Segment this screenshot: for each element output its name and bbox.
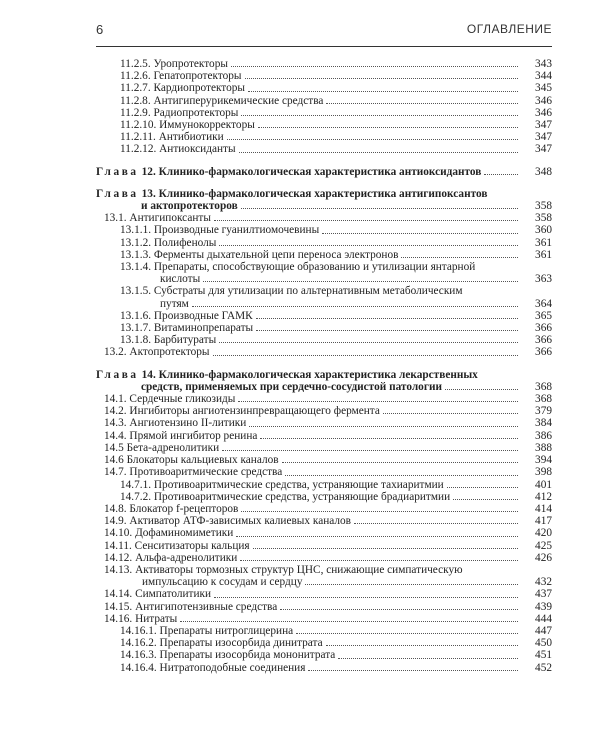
toc-entry-14-9[interactable]: 14.9. Активатор АТФ-зависимых калиевых каналов 417 xyxy=(104,515,552,528)
toc-entry-14-7-1[interactable]: 14.7.1. Противоаритмические средства, устраняющие тахиаритмии 401 xyxy=(120,478,552,491)
toc-entry-14-16-1[interactable]: 14.16.1. Препараты нитроглицерина 447 xyxy=(120,624,552,637)
toc-entry-14-16[interactable]: 14.16. Нитраты 444 xyxy=(104,612,552,625)
toc-entry-14-12[interactable]: 14.12. Альфа-адренолитики 426 xyxy=(104,551,552,564)
chapter-title: 12. Клинико-фармакологическая характеристика антиоксидантов xyxy=(141,165,482,178)
toc-entry-14-15[interactable]: 14.15. Антигипотензивные средства 439 xyxy=(104,600,552,613)
running-title: ОГЛАВЛЕНИЕ xyxy=(466,22,552,36)
chapter-page: 368 xyxy=(535,380,552,393)
toc-entry-13-2[interactable]: 13.2. Актопротекторы 366 xyxy=(104,346,552,359)
toc-entry-11-2-8[interactable]: 11.2.8. Антигиперурикемические средства 346 xyxy=(120,94,552,107)
toc-chapter-14[interactable] xyxy=(96,369,552,393)
toc-entry-14-5[interactable]: 14.5 Бета-адренолитики 388 xyxy=(104,441,552,454)
header-divider xyxy=(96,46,552,47)
toc-entry-14-2[interactable]: 14.2. Ингибиторы ангиотензинпревращающего фермента 379 xyxy=(104,405,552,418)
toc-entry-14-16-3[interactable]: 14.16.3. Препараты изосорбида мононитрата 451 xyxy=(120,649,552,662)
toc-entry-14-11[interactable]: 14.11. Сенситизаторы кальция 425 xyxy=(104,539,552,552)
toc-entry-13-1-4[interactable]: 13.1.4. Препараты, способствующие образованию и утилизации янтарной кислоты 363 xyxy=(120,261,552,286)
toc-entry-14-13[interactable]: 14.13. Активаторы тормозных структур ЦНС, снижающие симпатическую импульсацию к сосудам и сердцу 432 xyxy=(104,563,552,589)
toc-entry-14-3[interactable]: 14.3. Ангиотензино II-литики 384 xyxy=(104,417,552,430)
toc-entry-11-2-7[interactable]: 11.2.7. Кардиопротекторы 345 xyxy=(120,82,552,95)
chapter-page: 348 xyxy=(535,165,552,178)
toc-entry-11-2-10[interactable]: 11.2.10. Иммунокорректоры 347 xyxy=(120,119,552,132)
toc-entry-13-1-1[interactable]: 13.1.1. Производные гуанилтиомочевины 360 xyxy=(120,224,552,237)
toc-entry-14-1[interactable]: 14.1. Сердечные гликозиды 368 xyxy=(104,393,552,406)
toc-chapter-12[interactable] xyxy=(96,166,552,178)
toc-entry-13-1-6[interactable]: 13.1.6. Производные ГАМК 365 xyxy=(120,309,552,322)
toc-entry-11-2-12[interactable]: 11.2.12. Антиоксиданты 347 xyxy=(120,143,552,156)
chapter-page: 358 xyxy=(535,200,552,213)
chapter-title-line1: 13. Клинико-фармакологическая характеристика антигипоксантов xyxy=(141,187,488,200)
toc-entry-13-1-8[interactable]: 13.1.8. Барбитураты 366 xyxy=(120,334,552,347)
toc-entry-11-2-11[interactable]: 11.2.11. Антибиотики 347 xyxy=(120,131,552,144)
toc-entry-14-4[interactable]: 14.4. Прямой ингибитор ренина 386 xyxy=(104,429,552,442)
toc-entry-14-16-2[interactable]: 14.16.2. Препараты изосорбида динитрата 450 xyxy=(120,637,552,650)
toc-entry-11-2-6[interactable]: 11.2.6. Гепатопротекторы 344 xyxy=(120,70,552,83)
toc-entry-13-1[interactable]: 13.1. Антигипоксанты 358 xyxy=(104,212,552,225)
toc-entry-11-2-5[interactable]: 11.2.5. Уропротекторы 343 xyxy=(120,58,552,70)
chapter-word: Глава xyxy=(96,368,139,381)
page-number: 6 xyxy=(96,22,104,37)
chapter-title-line2: и актопротекторов xyxy=(141,200,238,213)
toc-entry-14-8[interactable]: 14.8. Блокатор f-рецепторов 414 xyxy=(104,502,552,515)
toc-entry-13-1-7[interactable]: 13.1.7. Витаминопрепараты 366 xyxy=(120,322,552,335)
toc-entry-13-1-3[interactable]: 13.1.3. Ферменты дыхательной цепи переноса электронов 361 xyxy=(120,248,552,261)
chapter-word: Глава xyxy=(96,165,139,178)
toc-entry-14-7[interactable]: 14.7. Противоаритмические средства 398 xyxy=(104,466,552,479)
toc-chapter-13[interactable] xyxy=(96,188,552,212)
toc-entry-13-1-2[interactable]: 13.1.2. Полифенолы 361 xyxy=(120,236,552,249)
toc-entry-14-6[interactable]: 14.6 Блокаторы кальциевых каналов 394 xyxy=(104,454,552,467)
chapter-title-line1: 14. Клинико-фармакологическая характеристика лекарственных xyxy=(141,368,478,381)
table-of-contents xyxy=(96,58,552,674)
page-header xyxy=(96,22,552,40)
toc-entry-14-14[interactable]: 14.14. Симпатолитики 437 xyxy=(104,588,552,601)
toc-entry-14-7-2[interactable]: 14.7.2. Противоаритмические средства, устраняющие брадиаритмии 412 xyxy=(120,490,552,503)
chapter-title-line2: средств, применяемых при сердечно-сосудистой патологии xyxy=(141,380,442,393)
toc-entry-11-2-9[interactable]: 11.2.9. Радиопротекторы 346 xyxy=(120,106,552,119)
toc-entry-13-1-5[interactable]: 13.1.5. Субстраты для утилизации по альтернативным метаболическим путям 364 xyxy=(120,285,552,310)
chapter-word: Глава xyxy=(96,187,139,200)
toc-entry-14-16-4[interactable]: 14.16.4. Нитратоподобные соединения 452 xyxy=(120,661,552,674)
toc-entry-14-10[interactable]: 14.10. Дофаминомиметики 420 xyxy=(104,527,552,540)
